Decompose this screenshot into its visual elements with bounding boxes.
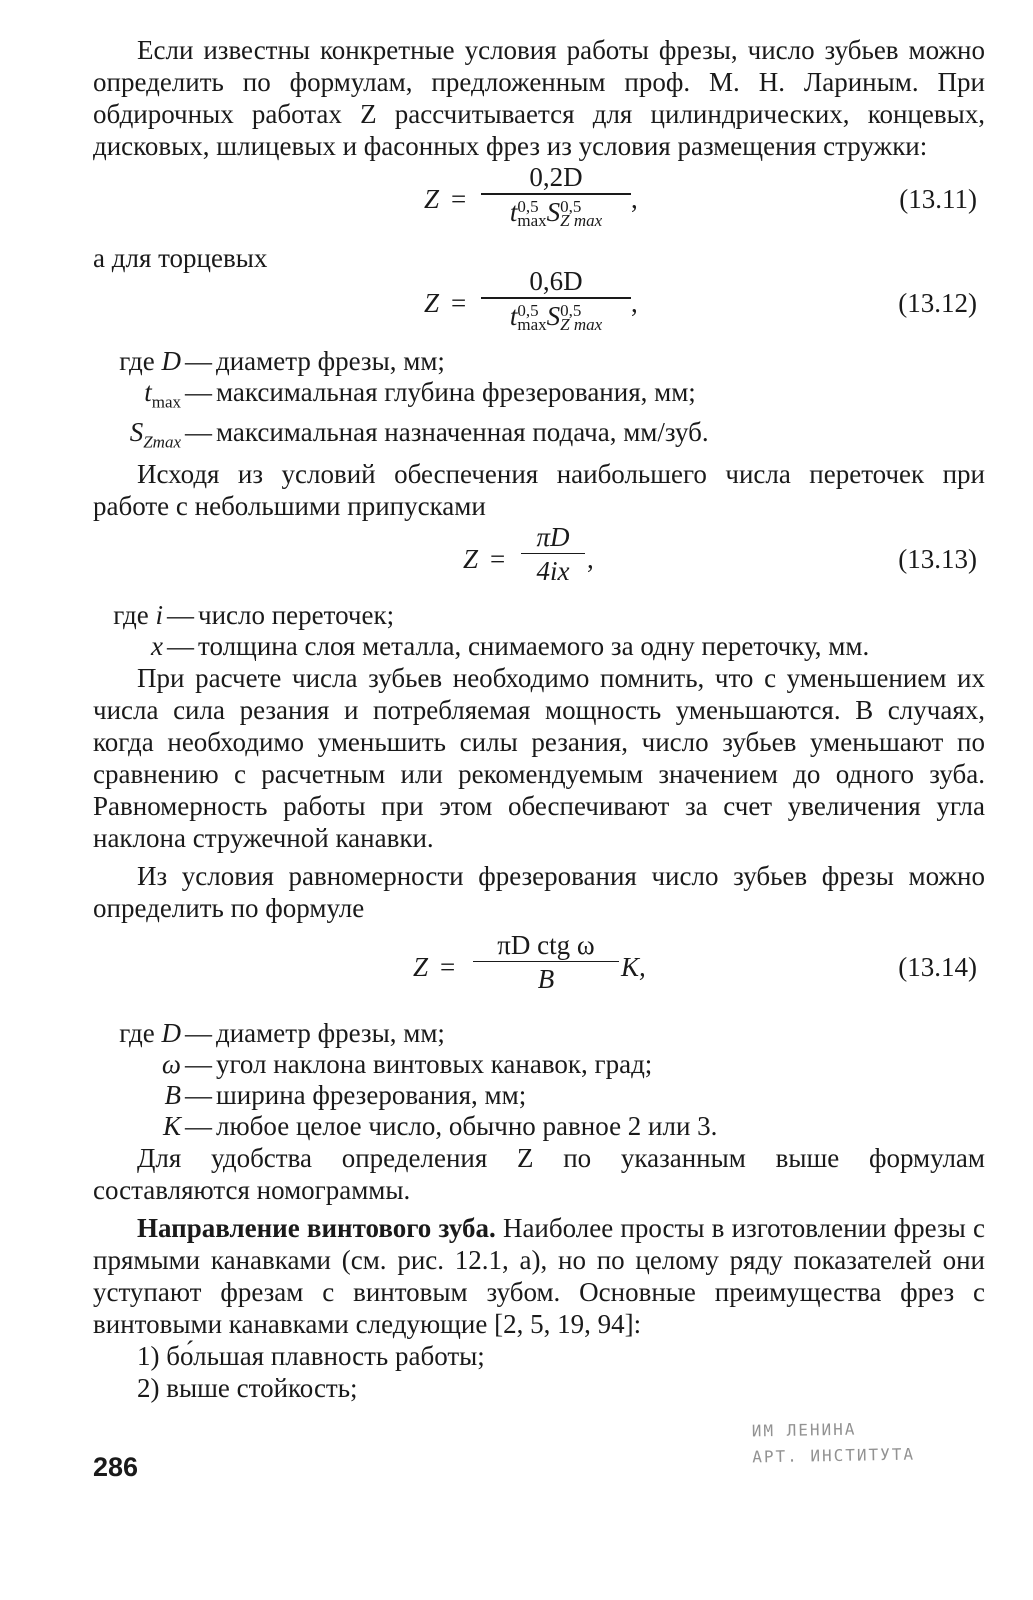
section-heading: Направление винтового зуба. bbox=[137, 1212, 496, 1243]
formula-fraction bbox=[521, 522, 585, 587]
formula-lhs: Z bbox=[424, 288, 440, 318]
definitions-2 bbox=[93, 600, 985, 662]
paragraph-5: Из условия равномерности фрезерования число зубьев фрезы можно определить по формуле bbox=[93, 860, 985, 923]
formula-equals: = bbox=[490, 543, 506, 574]
formula-fraction bbox=[481, 266, 631, 335]
formula-fraction bbox=[473, 930, 619, 995]
page-number: 286 bbox=[93, 1452, 139, 1482]
definition-row: x — толщина слоя металла, снимаемого за одну переточку, мм. bbox=[151, 630, 870, 661]
fraction-bar bbox=[481, 193, 631, 195]
formula-number: (13.14) bbox=[898, 951, 977, 982]
fraction-bar bbox=[481, 297, 631, 299]
fraction-bar bbox=[473, 961, 619, 963]
formula-equals: = bbox=[440, 951, 456, 982]
definition-row: где D — диаметр фрезы, мм; bbox=[119, 346, 445, 376]
definition-row: $t_{max}$ — максимальная глубина фрезерования, мм; bbox=[144, 377, 696, 412]
paragraph-2: а для торцевых bbox=[93, 243, 268, 273]
paragraph-4: При расчете числа зубьев необходимо помнить, что с уменьшением их числа сила резания и потребляемая мощность уменьшаются. В случаях, когда необходимо уменьшить силы резания, число зубьев уменьшают по сравнению с расчетным или рекомендуемым значением до одного зуба. Равномерность работы при этом обеспечивают за счет увеличения угла наклона стружечной канавки. bbox=[93, 662, 985, 853]
formula-lhs: Z bbox=[413, 951, 429, 982]
formula-tail: , bbox=[587, 543, 594, 574]
definition-row: B — ширина фрезерования, мм; bbox=[164, 1079, 527, 1110]
formula-denominator: B bbox=[537, 964, 555, 995]
paragraph-3: Исходя из условий обеспечения наибольшего числа переточек при работе с небольшими припусками bbox=[93, 458, 985, 521]
definition-row: K — любое целое число, обычно равное 2 или 3. bbox=[162, 1110, 718, 1141]
definition-row: где D — диаметр фрезы, мм; bbox=[119, 1017, 445, 1048]
paragraph-7: Направление винтового зуба. Наиболее просты в изготовлении фрезы с прямыми канавками (см. рис. 12.1, а), но по целому ряду показателей они уступают фрезам с винтовым зубом. Основные преимущества фрез с винтовыми канавками следующие [2, 5, 19, 94]: bbox=[93, 1212, 986, 1339]
formula-tail: , bbox=[631, 184, 638, 214]
formula-numerator: 0,6D bbox=[529, 266, 583, 296]
formula-denominator: 4ix bbox=[536, 556, 570, 587]
formula-lhs: Z bbox=[424, 184, 440, 214]
formula-numerator: πD bbox=[536, 521, 570, 552]
formula-number: (13.12) bbox=[898, 288, 977, 318]
formula-denominator: t 0,5 max S 0,5 Z max bbox=[509, 300, 603, 335]
formula-13-12 bbox=[93, 266, 985, 346]
formula-fraction bbox=[481, 162, 631, 231]
paragraph-6: Для удобства определения Z по указанным выше формулам составляются номограммы. bbox=[93, 1142, 985, 1205]
definitions-1 bbox=[93, 346, 985, 458]
paragraph-1: Если известны конкретные условия работы фрезы, число зубьев можно определить по формулам, предложенным проф. М. Н. Лариным. При обдирочных работах Z рассчитывается для цилиндрических, концевых, дисковых, шлицевых и фасонных фрез из условия размещения стружки: bbox=[93, 35, 985, 161]
formula-tail: , bbox=[631, 288, 638, 318]
formula-13-13 bbox=[93, 522, 985, 600]
library-stamp: ИМ ЛЕНИНА АРТ. ИНСТИТУТА bbox=[751, 1419, 916, 1467]
definition-row: ω — угол наклона винтовых канавок, град; bbox=[161, 1048, 653, 1079]
formula-denominator: t 0,5 max S 0,5 Z max bbox=[509, 196, 603, 231]
formula-equals: = bbox=[451, 288, 467, 318]
fraction-bar bbox=[521, 553, 585, 555]
formula-lhs: Z bbox=[463, 543, 479, 574]
formula-number: (13.11) bbox=[899, 184, 977, 214]
formula-equals: = bbox=[451, 184, 467, 214]
page-body bbox=[93, 34, 985, 1404]
list-item: 2) выше стойкость; bbox=[137, 1372, 358, 1403]
formula-numerator: πD ctg ω bbox=[497, 929, 595, 960]
formula-tail: K, bbox=[621, 951, 646, 982]
definition-row: где i — число переточек; bbox=[113, 599, 395, 630]
list-item: 1) бо́льшая плавность работы; bbox=[137, 1340, 485, 1371]
definitions-3 bbox=[93, 1018, 985, 1142]
formula-number: (13.13) bbox=[898, 543, 977, 574]
formula-13-14 bbox=[93, 930, 985, 1018]
formula-13-11 bbox=[93, 162, 985, 242]
definition-row: $S_{Zmax}$ — максимальная назначенная подача, мм/зуб. bbox=[129, 417, 709, 452]
formula-numerator: 0,2D bbox=[529, 162, 583, 192]
